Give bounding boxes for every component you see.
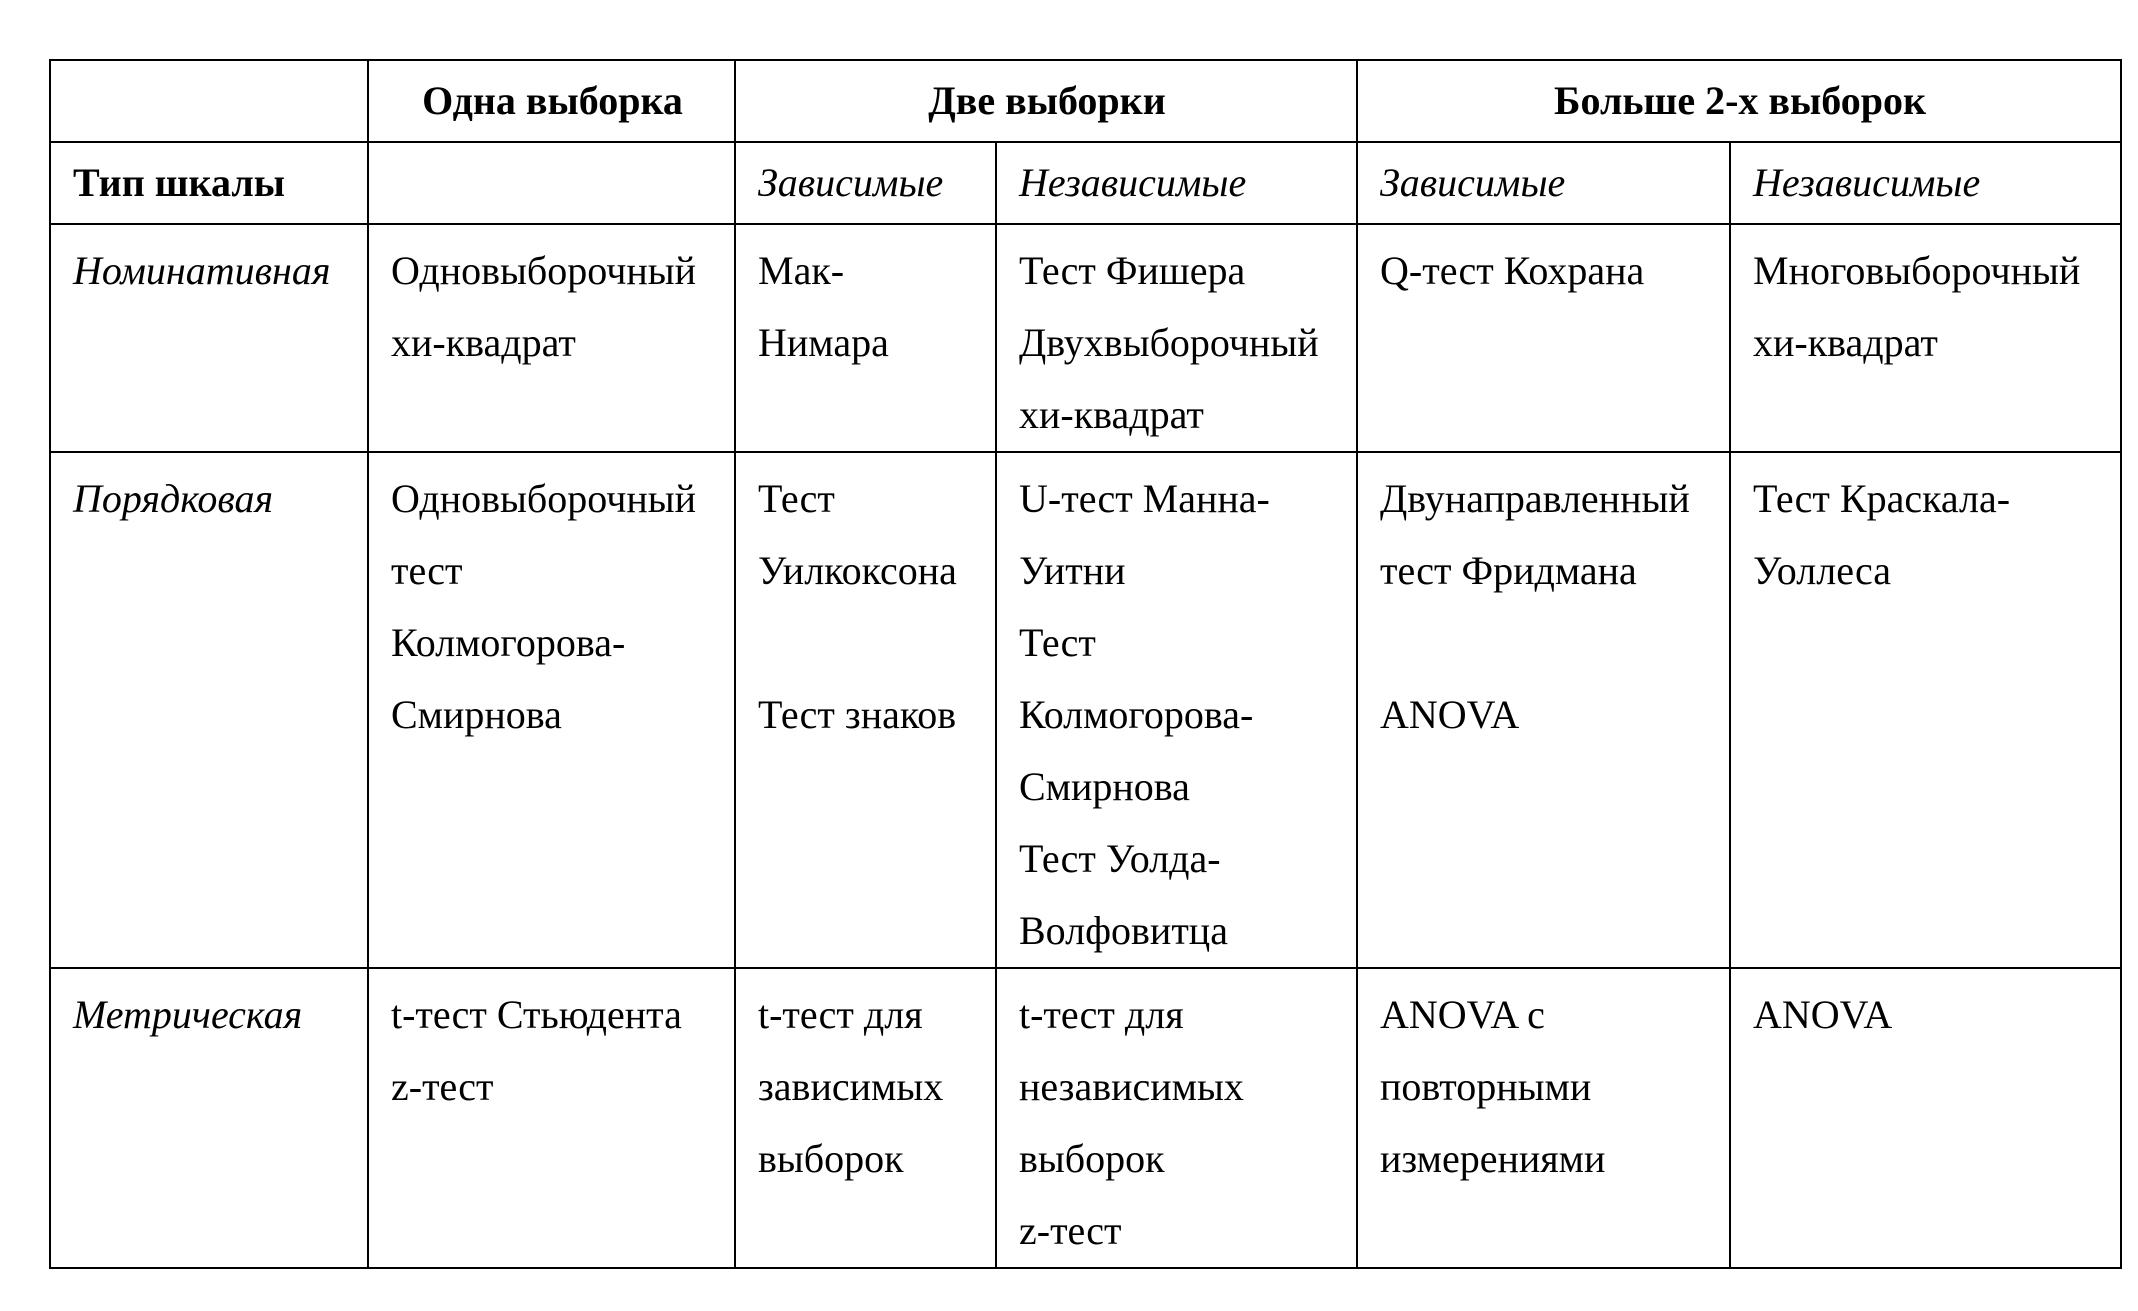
cell-nominative-one	[368, 224, 735, 452]
table-row	[50, 968, 2121, 1268]
cell-line: ANOVA с	[1380, 992, 1545, 1037]
table-row	[50, 224, 2121, 452]
subheader-dependent-many: Зависимые	[1357, 142, 1730, 224]
cell-line: Тест Краскала-	[1753, 476, 2011, 521]
statistical-tests-table	[49, 59, 2122, 1269]
cell-line: Мак-	[758, 248, 845, 293]
cell-gap	[1380, 607, 1709, 679]
cell-line: Нимара	[758, 320, 889, 365]
subheader-empty-cell	[368, 142, 735, 224]
subheader-independent-many: Независимые	[1730, 142, 2121, 224]
cell-line: выборок	[1019, 1136, 1165, 1181]
subheader-row	[50, 142, 2121, 224]
row-label-ordinal: Порядковая	[50, 452, 368, 968]
cell-line: ANOVA	[1380, 692, 1520, 737]
cell-nominative-dep2	[735, 224, 996, 452]
cell-line: z-тест	[1019, 1208, 1122, 1253]
cell-metric-indm	[1730, 968, 2121, 1268]
header-more-samples: Больше 2-х выборок	[1357, 60, 2121, 142]
cell-line: t-тест для	[758, 992, 923, 1037]
cell-line: Смирнова	[391, 692, 562, 737]
cell-line: t-тест Стьюдента	[391, 992, 682, 1037]
cell-line: Колмогорова-	[391, 620, 626, 665]
subheader-independent-two: Независимые	[996, 142, 1357, 224]
header-one-sample: Одна выборка	[368, 60, 735, 142]
cell-line: Колмогорова-	[1019, 692, 1254, 737]
cell-line: выборок	[758, 1136, 904, 1181]
row-label-metric: Метрическая	[50, 968, 368, 1268]
header-row	[50, 60, 2121, 142]
cell-line: тест Фридмана	[1380, 548, 1637, 593]
cell-ordinal-one	[368, 452, 735, 968]
header-two-samples: Две выборки	[735, 60, 1357, 142]
cell-metric-one	[368, 968, 735, 1268]
scale-type-label: Тип шкалы	[50, 142, 368, 224]
cell-line: t-тест для	[1019, 992, 1184, 1037]
cell-metric-depm	[1357, 968, 1730, 1268]
cell-line: хи-квадрат	[1753, 320, 1938, 365]
cell-line: зависимых	[758, 1064, 944, 1109]
cell-line: Смирнова	[1019, 764, 1190, 809]
cell-line: Тест	[1019, 620, 1096, 665]
cell-metric-ind2	[996, 968, 1357, 1268]
cell-line: z-тест	[391, 1064, 494, 1109]
cell-line: повторными	[1380, 1064, 1592, 1109]
cell-line: Тест	[758, 476, 835, 521]
cell-line: Тест Фишера	[1019, 248, 1246, 293]
cell-line: Многовыборочный	[1753, 248, 2081, 293]
cell-line: Двунаправленный	[1380, 476, 1690, 521]
cell-line: Одновыборочный	[391, 476, 696, 521]
cell-line: Двухвыборочный	[1019, 320, 1319, 365]
cell-line: тест	[391, 548, 463, 593]
cell-line: измерениями	[1380, 1136, 1606, 1181]
cell-nominative-ind2	[996, 224, 1357, 452]
cell-line: Тест Уолда-	[1019, 836, 1221, 881]
cell-line: Волфовитца	[1019, 908, 1228, 953]
cell-line: Одновыборочный	[391, 248, 696, 293]
cell-ordinal-dep2	[735, 452, 996, 968]
cell-nominative-indm	[1730, 224, 2121, 452]
cell-line: U-тест Манна-	[1019, 476, 1270, 521]
table-row	[50, 452, 2121, 968]
cell-ordinal-ind2	[996, 452, 1357, 968]
cell-ordinal-indm	[1730, 452, 2121, 968]
cell-line: независимых	[1019, 1064, 1244, 1109]
cell-nominative-depm	[1357, 224, 1730, 452]
cell-line: хи-квадрат	[1019, 392, 1204, 437]
cell-line: ANOVA	[1753, 992, 1893, 1037]
subheader-dependent-two: Зависимые	[735, 142, 996, 224]
cell-ordinal-depm	[1357, 452, 1730, 968]
cell-gap	[758, 607, 975, 679]
row-label-nominative: Номинативная	[50, 224, 368, 452]
cell-line: Тест знаков	[758, 692, 957, 737]
cell-line: хи-квадрат	[391, 320, 576, 365]
cell-line: Уоллеса	[1753, 548, 1891, 593]
cell-line: Q-тест Кохрана	[1380, 248, 1645, 293]
cell-line: Уилкоксона	[758, 548, 957, 593]
cell-line: Уитни	[1019, 548, 1126, 593]
corner-cell	[50, 60, 368, 142]
cell-metric-dep2	[735, 968, 996, 1268]
